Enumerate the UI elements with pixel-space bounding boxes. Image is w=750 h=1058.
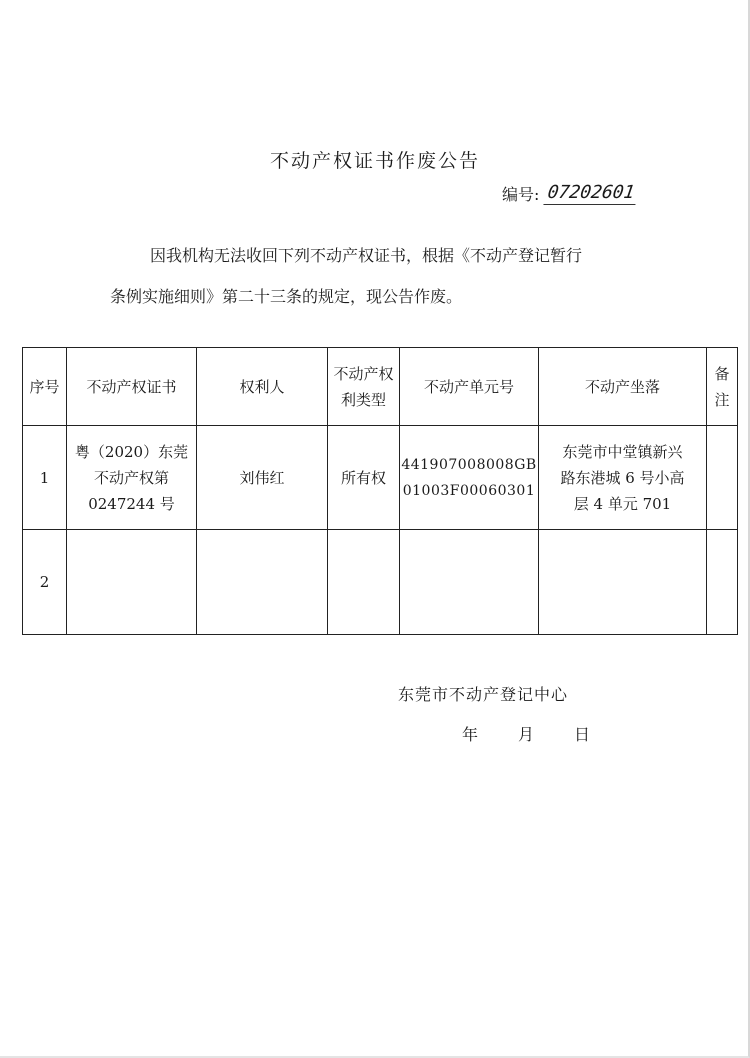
cell-note <box>707 530 738 635</box>
table-header-row <box>23 348 738 426</box>
cell-location <box>539 530 707 635</box>
header-seq: 序号 <box>23 348 67 426</box>
notice-number <box>502 182 637 205</box>
cell-note <box>707 426 738 530</box>
cell-right-type <box>328 530 400 635</box>
cell-holder <box>197 530 328 635</box>
header-note: 备 注 <box>707 348 738 426</box>
notice-paragraph-line1: 因我机构无法收回下列不动产权证书，根据《不动产登记暂行 <box>150 246 583 265</box>
date-year: 年 <box>462 725 479 744</box>
date-month: 月 <box>518 725 535 744</box>
notice-title: 不动产权证书作废公告 <box>269 150 480 172</box>
cell-unit-number: 441907008008GB 01003F00060301 <box>400 426 539 530</box>
number-label: 编号: <box>502 185 540 204</box>
cell-unit-number <box>400 530 539 635</box>
header-certificate: 不动产权证书 <box>67 348 197 426</box>
cell-right-type: 所有权 <box>328 426 400 530</box>
cell-location: 东莞市中堂镇新兴 路东港城 6 号小高 层 4 单元 701 <box>539 426 707 530</box>
cell-seq: 1 <box>23 426 67 530</box>
table-row <box>23 530 738 635</box>
header-location: 不动产坐落 <box>539 348 707 426</box>
number-value: 07202601 <box>544 182 639 205</box>
cell-holder: 刘伟红 <box>197 426 328 530</box>
cell-certificate: 粤（2020）东莞 不动产权第 0247244 号 <box>67 426 197 530</box>
cell-certificate <box>67 530 197 635</box>
cell-seq: 2 <box>23 530 67 635</box>
header-right-type: 不动产权 利类型 <box>328 348 400 426</box>
notice-paragraph-line2: 条例实施细则》第二十三条的规定，现公告作废。 <box>110 287 463 306</box>
issuing-organization: 东莞市不动产登记中心 <box>398 685 569 704</box>
certificate-table <box>22 347 738 635</box>
date-line <box>462 722 590 745</box>
header-unit-number: 不动产单元号 <box>400 348 539 426</box>
table-row <box>23 426 738 530</box>
header-holder: 权利人 <box>197 348 328 426</box>
date-day: 日 <box>574 725 591 744</box>
